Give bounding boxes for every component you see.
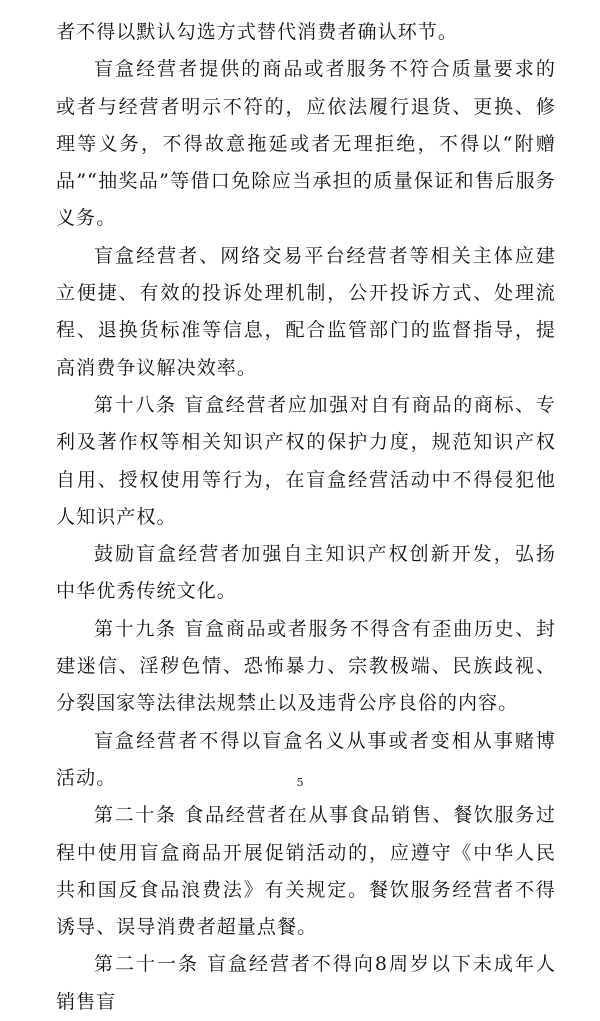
paragraph-gambling-ban: 盲盒经营者不得以盲盒名义从事或者变相从事赌博活动。	[56, 729, 556, 789]
page-number: 5	[296, 776, 304, 789]
document-body	[56, 14, 556, 1021]
paragraph-quality-obligations: 盲盒经营者提供的商品或者服务不符合质量要求的或者与经营者明示不符的，应依法履行退货、更换、修理等义务，不得故意拖延或者无理拒绝，不得以“附赠品”“抽奖品”等借口免除应当承担的质量保证和售后服务义务。	[56, 58, 556, 230]
article-19: 第十九条 盲盒商品或者服务不得含有歪曲历史、封建迷信、淫秽色情、恐怖暴力、宗教极端、民族歧视、分裂国家等法律法规禁止以及违背公序良俗的内容。	[56, 617, 556, 715]
paragraph-ip-innovation: 鼓励盲盒经营者加强自主知识产权创新开发，弘扬中华优秀传统文化。	[56, 543, 556, 603]
paragraph-continuation: 者不得以默认勾选方式替代消费者确认环节。	[56, 21, 459, 43]
article-20: 第二十条 食品经营者在从事食品销售、餐饮服务过程中使用盲盒商品开展促销活动的，应遵守《中华人民共和国反食品浪费法》有关规定。餐饮服务经营者不得诱导、误导消费者超量点餐。	[56, 804, 556, 939]
article-18: 第十八条 盲盒经营者应加强对自有商品的商标、专利及著作权等相关知识产权的保护力度，规范知识产权自用、授权使用等行为，在盲盒经营活动中不得侵犯他人知识产权。	[56, 393, 556, 528]
article-21: 第二十一条 盲盒经营者不得向8周岁以下未成年人销售盲	[56, 953, 556, 1013]
paragraph-complaint-mechanism: 盲盒经营者、网络交易平台经营者等相关主体应建立便捷、有效的投诉处理机制，公开投诉方式、处理流程、退换货标准等信息，配合监管部门的监督指导，提高消费争议解决效率。	[56, 244, 556, 379]
